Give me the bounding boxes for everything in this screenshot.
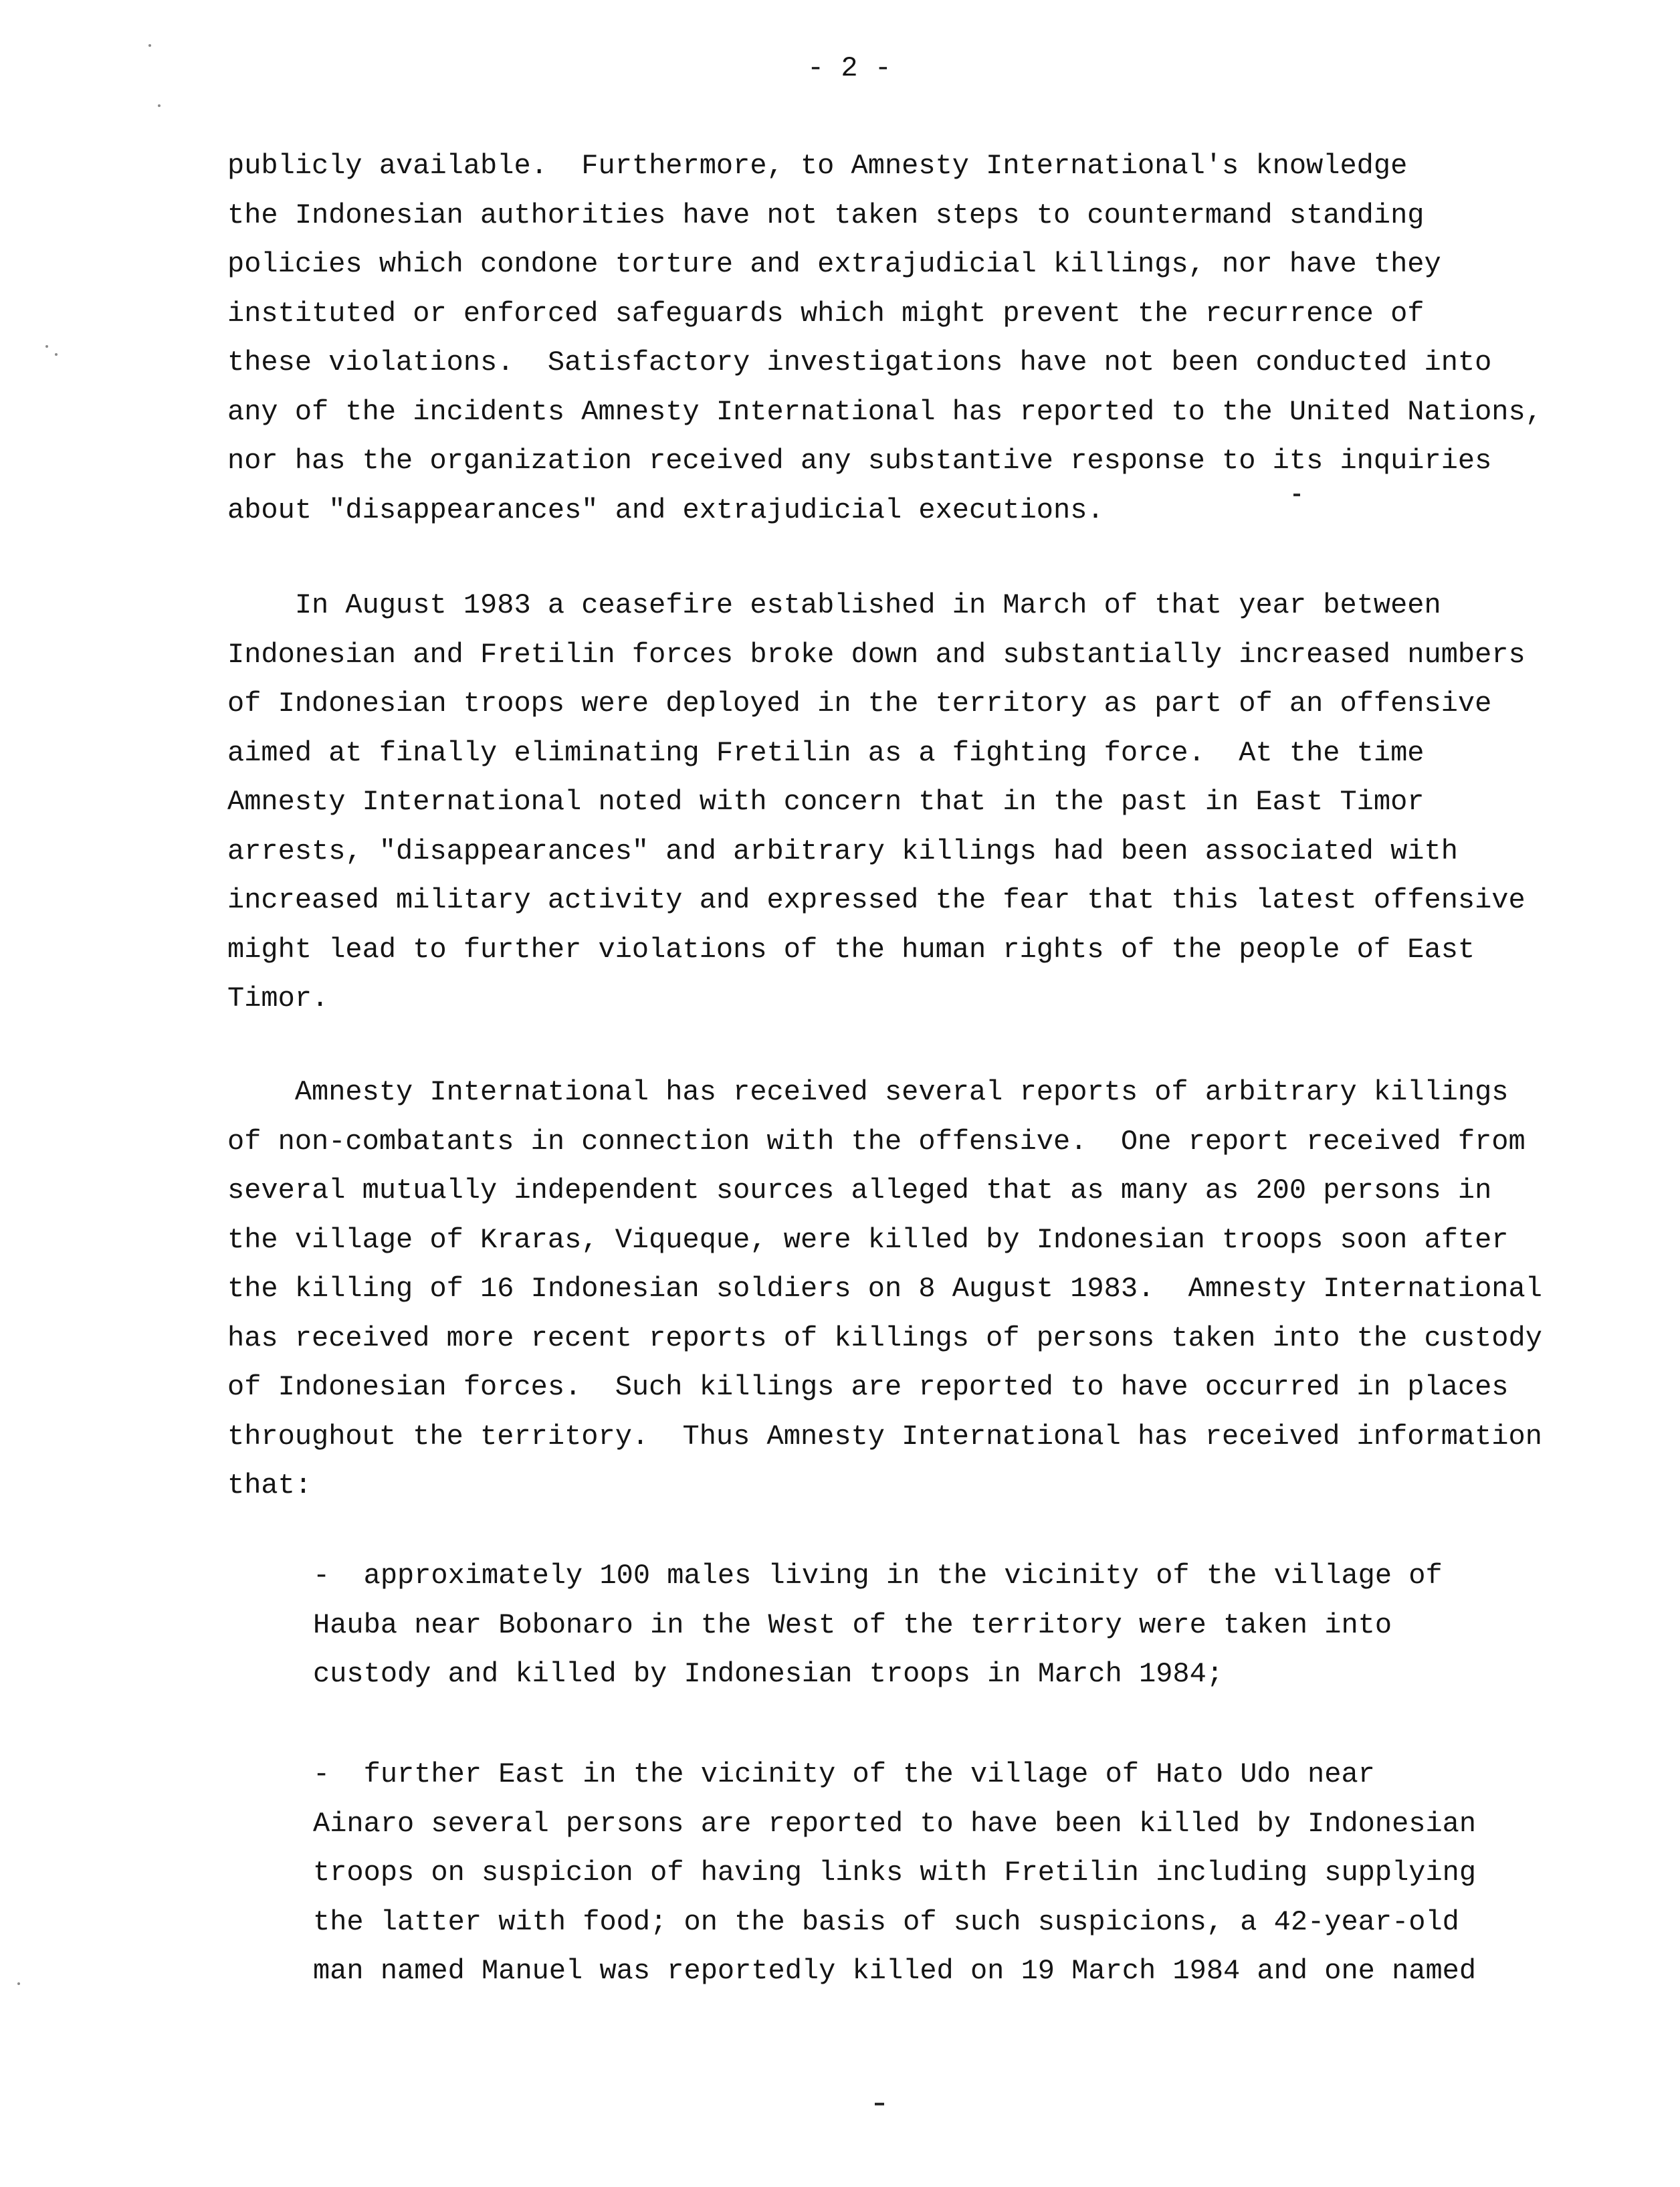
paragraph-2 <box>227 581 1526 1024</box>
text-line: the Indonesian authorities have not taken steps to countermand standing <box>227 199 1425 231</box>
text-line: that: <box>227 1469 312 1501</box>
text-line: several mutually independent sources alleged that as many as 200 persons in <box>227 1174 1492 1207</box>
text-line: aimed at finally eliminating Fretilin as a fighting force. At the time <box>227 736 1425 769</box>
text-line: about "disappearances" and extrajudicial executions. <box>227 494 1104 526</box>
bullet-item-2 <box>313 1750 1476 1996</box>
text-line: troops on suspicion of having links with Fretilin including supplying <box>313 1857 1477 1889</box>
text-line: nor has the organization received any substantive response to its inquiries <box>227 445 1492 477</box>
text-line: Amnesty International noted with concern that in the past in East Timor <box>227 786 1425 818</box>
bullet-item-1 <box>313 1552 1443 1699</box>
text-line: of Indonesian forces. Such killings are reported to have occurred in places <box>227 1371 1509 1403</box>
page-number: - 2 - <box>807 52 892 84</box>
text-line: throughout the territory. Thus Amnesty International has received information <box>227 1420 1542 1453</box>
scan-speck <box>17 1982 20 1985</box>
text-line: arrests, "disappearances" and arbitrary killings had been associated with <box>227 835 1458 867</box>
scan-speck <box>55 353 58 356</box>
text-line: Indonesian and Fretilin forces broke down and substantially increased numbers <box>227 638 1526 671</box>
scan-speck <box>45 345 48 348</box>
paragraph-1 <box>227 142 1542 535</box>
scan-speck <box>158 104 161 107</box>
scan-mark <box>1293 494 1300 496</box>
text-line: any of the incidents Amnesty International has reported to the United Nations, <box>227 395 1542 428</box>
text-line: Amnesty International has received several reports of arbitrary killings <box>227 1076 1509 1108</box>
text-line: Timor. <box>227 982 329 1015</box>
text-line: man named Manuel was reportedly killed on 19 March 1984 and one named <box>313 1955 1477 1987</box>
text-line: of non-combatants in connection with the offensive. One report received from <box>227 1125 1526 1158</box>
text-line: increased military activity and expressed the fear that this latest offensive <box>227 884 1526 916</box>
text-line: - further East in the vicinity of the village of Hato Udo near <box>313 1758 1375 1790</box>
text-line: Ainaro several persons are reported to have been killed by Indonesian <box>313 1807 1477 1840</box>
paragraph-3 <box>227 1068 1542 1511</box>
text-line: might lead to further violations of the human rights of the people of East <box>227 933 1475 966</box>
text-line: - approximately 100 males living in the vicinity of the village of <box>313 1560 1443 1592</box>
text-line: has received more recent reports of killings of persons taken into the custody <box>227 1322 1542 1354</box>
text-line: Hauba near Bobonaro in the West of the territory were taken into <box>313 1608 1392 1641</box>
text-line: the latter with food; on the basis of such suspicions, a 42-year-old <box>313 1905 1459 1938</box>
text-line: policies which condone torture and extrajudicial killings, nor have they <box>227 248 1441 280</box>
scan-mark <box>875 2103 884 2105</box>
text-line: of Indonesian troops were deployed in the territory as part of an offensive <box>227 688 1492 720</box>
text-line: custody and killed by Indonesian troops in March 1984; <box>313 1658 1224 1690</box>
text-line: these violations. Satisfactory investigations have not been conducted into <box>227 346 1492 379</box>
text-line: publicly available. Furthermore, to Amnesty International's knowledge <box>227 150 1408 182</box>
text-line: the village of Kraras, Viqueque, were killed by Indonesian troops soon after <box>227 1223 1509 1256</box>
text-line: In August 1983 a ceasefire established in March of that year between <box>227 589 1441 621</box>
scan-speck <box>148 44 151 47</box>
text-line: instituted or enforced safeguards which might prevent the recurrence of <box>227 297 1425 330</box>
text-line: the killing of 16 Indonesian soldiers on 8 August 1983. Amnesty International <box>227 1273 1542 1305</box>
